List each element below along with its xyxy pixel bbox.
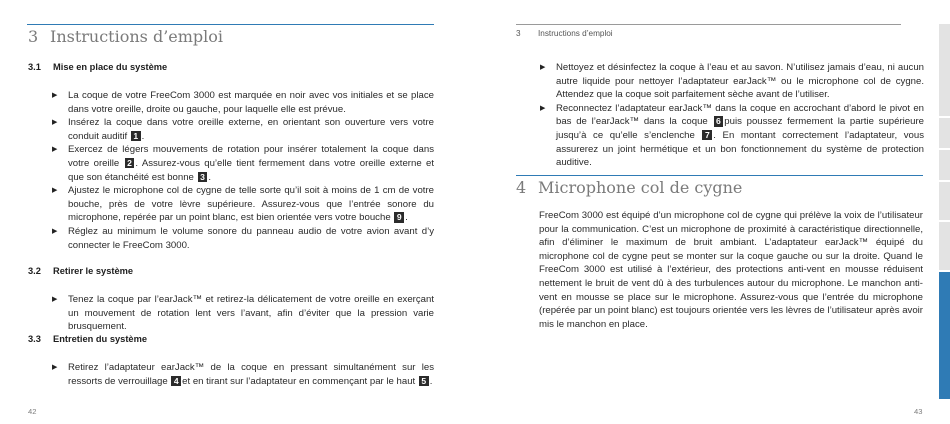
- heading-rule: [516, 175, 923, 176]
- list-item: ▶ Réglez au minimum le volume sonore du panneau audio de votre avion avant d’y connecter le FreeCom 3000.: [52, 225, 434, 251]
- bullet-arrow-icon: ▶: [52, 146, 58, 154]
- chapter-number: 4: [516, 178, 527, 197]
- section-title: Entretien du système: [53, 334, 148, 344]
- chapter-heading: [28, 27, 223, 46]
- figure-ref-badge: 2: [125, 158, 135, 169]
- heading-rule: [27, 24, 434, 25]
- list-item: ▶ Insérez la coque dans votre oreille externe, en orientant son ouverture vers votre conduit auditif 1 .: [52, 117, 434, 142]
- figure-ref-badge: 5: [419, 376, 429, 387]
- chapter-heading: [516, 178, 742, 197]
- edge-tab: [939, 182, 950, 220]
- section-heading-3-1: [28, 62, 167, 72]
- body-paragraph: FreeCom 3000 est équipé d’un microphone col de cygne qui prélève la voix de l’utilisateur pour la communication. C’est un microphone de proximité à caractéristique directionnelle, afin d’éliminer le maximum de bruit ambiant. L’adaptateur earJack™ équipé du microphone col de cygne peut se monter sur la coque gauche ou sur la droite. Quand le FreeCom 3000 est utilisé à l’extérieur, des protections anti-vent en mousse réduisent nettement le bruit de vent dû à des turbulences autour du microphone. Le manchon anti-vent en mousse se place sur le microphone. Assurez-vous que l’entrée du microphone (repérée par un point blanc) est toujours orientée vers les lèvres de l’utilisateur après avoir mis le manchon en place.: [539, 210, 923, 330]
- bullet-arrow-icon: ▶: [52, 296, 58, 303]
- bullet-arrow-icon: ▶: [52, 227, 58, 235]
- edge-tab: [939, 150, 950, 180]
- chapter-number: 3: [28, 27, 39, 46]
- page-number: 42: [28, 407, 37, 416]
- chapter-title: Microphone col de cygne: [538, 178, 743, 197]
- bullet-arrow-icon: ▶: [52, 364, 58, 371]
- edge-tab: [939, 222, 950, 270]
- chapter-title: Instructions d’emploi: [50, 27, 224, 46]
- list-item: ▶ Ajustez le microphone col de cygne de telle sorte qu’il soit à moins de 1 cm de votre bouche, près de votre lèvre supérieure. Assurez-vous que l’entrée sonore du microphone, repérée par un point blanc, est bien orientée vers votre bouche 9 .: [52, 185, 434, 224]
- bullet-list-3-1: [40, 89, 434, 252]
- page-number: 43: [914, 407, 923, 416]
- running-head-number: 3: [516, 29, 521, 38]
- list-item: ▶ Retirez l’adaptateur earJack™ de la coque en pressant simultanément sur les ressorts de verrouillage 4 et en tirant sur l’adaptateur en commençant par le haut 5 .: [52, 362, 434, 387]
- bullet-arrow-icon: ▶: [540, 104, 546, 112]
- figure-ref-badge: 9: [394, 212, 404, 223]
- list-item: ▶ Reconnectez l’adaptateur earJack™ dans la coque en accrochant d’abord le pivot en bas de l’earJack™ dans la coque 6 puis poussez fermement la partie supérieure jusqu’à ce qu’elle s’enclenche 7 . En montant correctement l’adaptateur, vous assurerez un joint hermétique et un bon fonctionnement du système de protection auditive.: [540, 102, 925, 169]
- section-title: Mise en place du système: [53, 62, 168, 72]
- running-head-title: Instructions d’emploi: [538, 29, 613, 38]
- edge-tab: [939, 118, 950, 148]
- left-page: [0, 0, 470, 424]
- bullet-list-3-2: [40, 293, 434, 334]
- list-item: ▶ Tenez la coque par l’earJack™ et retirez-la délicatement de votre oreille en exerçant un mouvement de rotation lent vers l’avant, afin d’éviter que la pression varie brusquement.: [52, 294, 434, 333]
- section-heading-3-2: [28, 266, 133, 276]
- list-item: ▶ Exercez de légers mouvements de rotation pour insérer totalement la coque dans votre oreille 2 . Assurez-vous qu’elle tient fermement dans votre oreille externe et que son étanchéité est bonne 3 .: [52, 144, 434, 183]
- running-head-rule: [516, 24, 901, 25]
- bullet-list-3-3: [40, 361, 434, 388]
- bullet-arrow-icon: ▶: [540, 64, 546, 71]
- section-number: 3.3: [28, 334, 41, 344]
- edge-tab-active: [939, 272, 950, 399]
- right-page: [478, 0, 950, 424]
- list-item: ▶ Nettoyez et désinfectez la coque à l’eau et au savon. N’utilisez jamais d’eau, ni aucun autre liquide pour nettoyer l’adaptateur earJack™ ou le microphone col de cygne. Attendez que la coque soit parfaitement sèche avant de l’utiliser.: [540, 62, 924, 101]
- list-item: ▶ La coque de votre FreeCom 3000 est marquée en noir avec vos initiales et se place dans votre oreille, droite ou gauche, pour laquelle elle est prévue.: [52, 90, 434, 115]
- bullet-arrow-icon: ▶: [52, 119, 58, 127]
- section-number: 3.1: [28, 62, 41, 72]
- figure-ref-badge: 3: [198, 172, 208, 183]
- section-title: Retirer le système: [53, 266, 134, 276]
- running-head: [516, 29, 613, 38]
- bullet-list-continued: [528, 61, 924, 170]
- figure-ref-badge: 4: [171, 376, 181, 387]
- section-number: 3.2: [28, 266, 41, 276]
- bullet-arrow-icon: ▶: [52, 92, 58, 99]
- edge-tab: [939, 24, 950, 116]
- bullet-arrow-icon: ▶: [52, 187, 58, 195]
- figure-ref-badge: 7: [702, 130, 712, 141]
- section-heading-3-3: [28, 334, 147, 344]
- figure-ref-badge: 1: [131, 131, 141, 142]
- figure-ref-badge: 6: [714, 116, 724, 127]
